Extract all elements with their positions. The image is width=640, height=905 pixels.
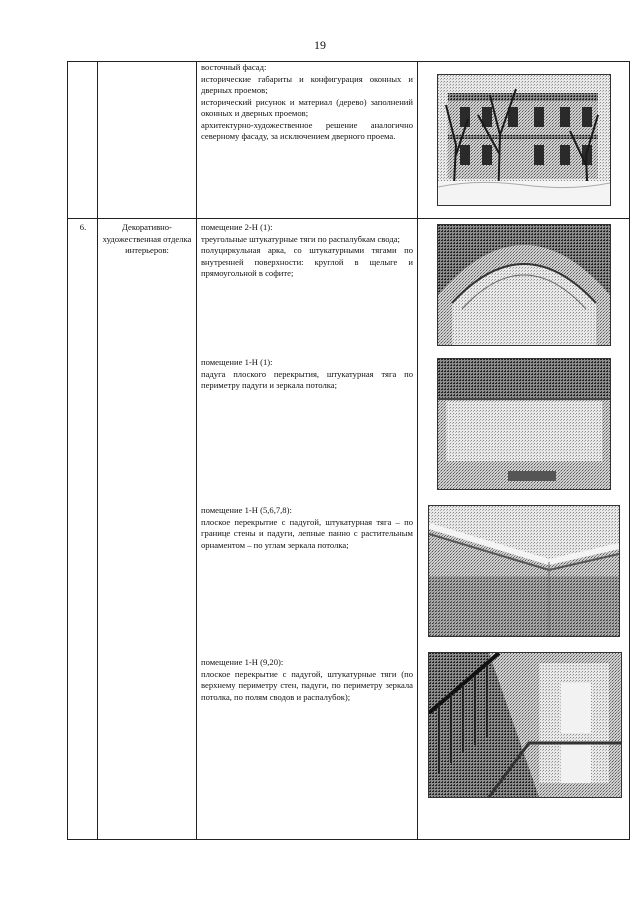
photo-room-2n-1-arch [437, 224, 611, 346]
table-border-bottom [67, 839, 630, 840]
interior-description-1n-920 [201, 657, 413, 703]
description-line: помещение 1-Н (1): [201, 357, 273, 367]
description-line: падуга плоского перекрытия, штукатурная тяга по периметру падуги и зеркала потолка; [201, 368, 413, 390]
description-line: треугольные штукатурные тяги по распалубкам свода; [201, 233, 400, 244]
column-divider-1 [97, 61, 98, 840]
table-border-right [629, 61, 630, 840]
photo-room-1n-920-stairs [428, 652, 622, 798]
description-line: исторический рисунок и материал (дерево) заполнений оконных и дверных проемов; [201, 96, 413, 118]
column-divider-3 [417, 61, 418, 840]
description-line: плоское перекрытие с падугой, штукатурная тяга – по границе стены и падуги, лепные панно с растительным орнаментом – по углам зеркала потолка; [201, 516, 413, 550]
description-line: помещение 1-Н (9,20): [201, 657, 284, 667]
table-border-left [67, 61, 68, 840]
description-line: архитектурно-художественное решение аналогично северному фасаду, за исключением дверного проема. [201, 119, 413, 141]
description-line: полуциркульная арка, со штукатурными тягами по внутренней поверхности: круглой в щелыге и прямоугольной в софите; [201, 245, 413, 278]
column-divider-2 [196, 61, 197, 840]
description-line: исторические габариты и конфигурация оконных и дверных проемов; [201, 73, 413, 95]
photo-room-1n-5678-cornice [428, 505, 620, 637]
row-divider [67, 218, 630, 219]
description-line: помещение 1-Н (5,6,7,8): [201, 505, 292, 515]
description-line: восточный фасад: [201, 62, 267, 72]
description-line: плоское перекрытие с падугой, штукатурные тяги (по верхнему периметру стен, падуги, по периметру зеркала потолка, по полям сводов и распалубок); [201, 668, 413, 702]
facade-description [201, 62, 413, 143]
interior-description-1n-1 [201, 357, 413, 392]
element-name: Декоративно-художественная отделка интерьеров: [102, 222, 192, 255]
row-number: 6. [79, 222, 87, 232]
interior-description-2n-1 [201, 222, 413, 280]
page-number: 19 [314, 38, 326, 52]
photo-east-facade [437, 74, 611, 206]
description-line: помещение 2-Н (1): [201, 222, 273, 232]
photo-room-1n-1-ceiling [437, 358, 611, 490]
interior-description-1n-5678 [201, 505, 413, 551]
